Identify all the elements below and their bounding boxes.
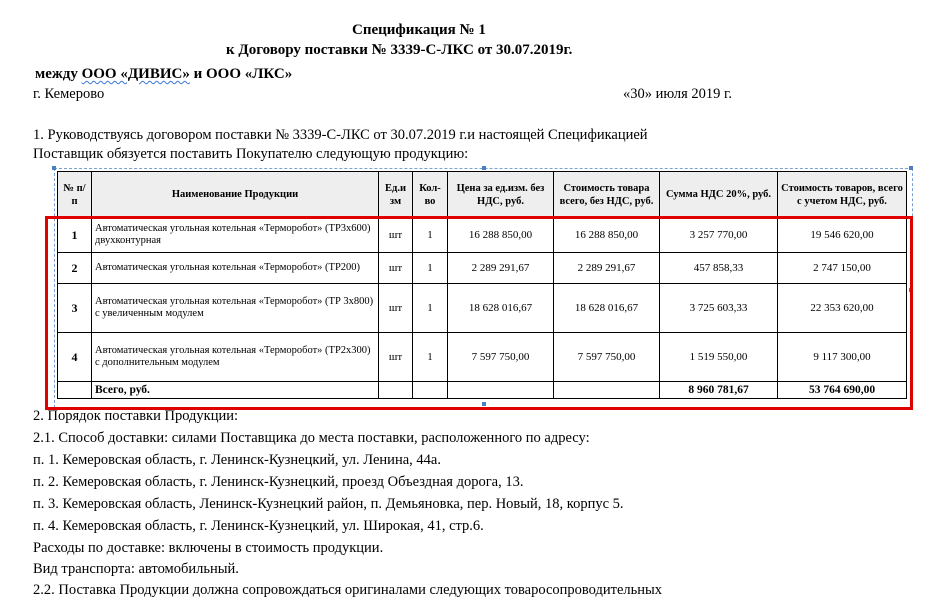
transport-type: Вид транспорта: автомобильный.: [33, 561, 239, 577]
col-header-name: Наименование Продукции: [92, 172, 379, 218]
row-qty: 1: [413, 253, 448, 284]
row-unit: шт: [379, 218, 413, 253]
row-unit: шт: [379, 253, 413, 284]
row-number: 1: [58, 218, 92, 253]
table-row: [58, 253, 907, 284]
address-4: п. 4. Кемеровская область, г. Ленинск-Кузнецкий, ул. Широкая, 41, стр.6.: [33, 518, 484, 534]
row-gross: 2 747 150,00: [778, 253, 907, 284]
row-product-name: Автоматическая угольная котельная «Терморобот» (ТР 3х800) с увеличенным модулем: [92, 284, 379, 333]
row-vat: 1 519 550,00: [660, 333, 778, 382]
doc-title: Спецификация № 1: [352, 22, 486, 38]
col-header-vat: Сумма НДС 20%, руб.: [660, 172, 778, 218]
row-unit: шт: [379, 284, 413, 333]
row-price: 16 288 850,00: [448, 218, 554, 253]
col-header-qty: Кол-во: [413, 172, 448, 218]
row-qty: 1: [413, 218, 448, 253]
row-gross: 19 546 620,00: [778, 218, 907, 253]
specification-table: [57, 171, 907, 399]
table-resize-handle-bottom[interactable]: [482, 402, 486, 406]
total-empty-cell: [413, 382, 448, 399]
row-vat: 3 725 603,33: [660, 284, 778, 333]
row-product-name: Автоматическая угольная котельная «Терморобот» (ТР2х300) с дополнительным модулем: [92, 333, 379, 382]
col-header-total: Стоимость товара всего, без НДС, руб.: [554, 172, 660, 218]
col-header-gross: Стоимость товаров, всего с учетом НДС, руб.: [778, 172, 907, 218]
table-header-row: [58, 172, 907, 218]
parties-and: и: [193, 66, 203, 82]
row-unit: шт: [379, 333, 413, 382]
city: г. Кемерово: [33, 86, 105, 102]
table-move-handle[interactable]: [52, 166, 56, 170]
row-vat: 457 858,33: [660, 253, 778, 284]
row-product-name: Автоматическая угольная котельная «Терморобот» (ТР200): [92, 253, 379, 284]
section-2-2: 2.2. Поставка Продукции должна сопровождаться оригиналами следующих товаросопроводительных: [33, 582, 663, 598]
intro-line-1: 1. Руководствуясь договором поставки № 3339-С-ЛКС от 30.07.2019 г.и настоящей Спецификацией: [33, 127, 648, 143]
intro-line-2: Поставщик обязуется поставить Покупателю следующую продукцию:: [33, 146, 469, 162]
delivery-costs: Расходы по доставке: включены в стоимость продукции.: [33, 540, 384, 556]
table-total-row: [58, 382, 907, 399]
table-row: [58, 284, 907, 333]
total-empty-cell: [58, 382, 92, 399]
row-vat: 3 257 770,00: [660, 218, 778, 253]
table-resize-handle-corner[interactable]: [909, 166, 913, 170]
row-qty: 1: [413, 333, 448, 382]
row-total: 2 289 291,67: [554, 253, 660, 284]
col-header-unit: Ед.и зм: [379, 172, 413, 218]
row-number: 2: [58, 253, 92, 284]
row-total: 18 628 016,67: [554, 284, 660, 333]
address-2: п. 2. Кемеровская область, г. Ленинск-Кузнецкий, проезд Объездная дорога, 13.: [33, 474, 524, 490]
party1: ООО «ДИВИС»: [81, 66, 190, 82]
section-2: 2. Порядок поставки Продукции:: [33, 408, 239, 424]
row-price: 2 289 291,67: [448, 253, 554, 284]
col-header-price: Цена за ед.изм. без НДС, руб.: [448, 172, 554, 218]
total-empty-cell: [448, 382, 554, 399]
row-price: 18 628 016,67: [448, 284, 554, 333]
doc-subtitle: к Договору поставки № 3339-С-ЛКС от 30.07.2019г.: [226, 42, 573, 58]
row-gross: 22 353 620,00: [778, 284, 907, 333]
table-resize-handle-right[interactable]: [909, 288, 913, 292]
table-row: [58, 333, 907, 382]
section-2-1: 2.1. Способ доставки: силами Поставщика до места поставки, расположенного по адресу:: [33, 430, 590, 446]
row-gross: 9 117 300,00: [778, 333, 907, 382]
total-empty-cell: [379, 382, 413, 399]
table-row: [58, 218, 907, 253]
total-empty-cell: [554, 382, 660, 399]
row-number: 3: [58, 284, 92, 333]
total-label: Всего, руб.: [92, 382, 379, 399]
row-total: 16 288 850,00: [554, 218, 660, 253]
parties-line: [35, 66, 292, 83]
party2: ООО «ЛКС»: [206, 66, 293, 82]
table-resize-handle-top[interactable]: [482, 166, 486, 170]
doc-date: «30» июля 2019 г.: [623, 86, 732, 102]
row-price: 7 597 750,00: [448, 333, 554, 382]
row-qty: 1: [413, 284, 448, 333]
total-vat: 8 960 781,67: [660, 382, 778, 399]
col-header-number: № п/п: [58, 172, 92, 218]
address-3: п. 3. Кемеровская область, Ленинск-Кузнецкий район, п. Демьяновка, пер. Новый, 18, корпус 5.: [33, 496, 624, 512]
row-total: 7 597 750,00: [554, 333, 660, 382]
row-product-name: Автоматическая угольная котельная «Терморобот» (ТР3х600) двухконтурная: [92, 218, 379, 253]
parties-prefix: между: [35, 66, 78, 82]
address-1: п. 1. Кемеровская область, г. Ленинск-Кузнецкий, ул. Ленина, 44а.: [33, 452, 441, 468]
row-number: 4: [58, 333, 92, 382]
total-gross: 53 764 690,00: [778, 382, 907, 399]
